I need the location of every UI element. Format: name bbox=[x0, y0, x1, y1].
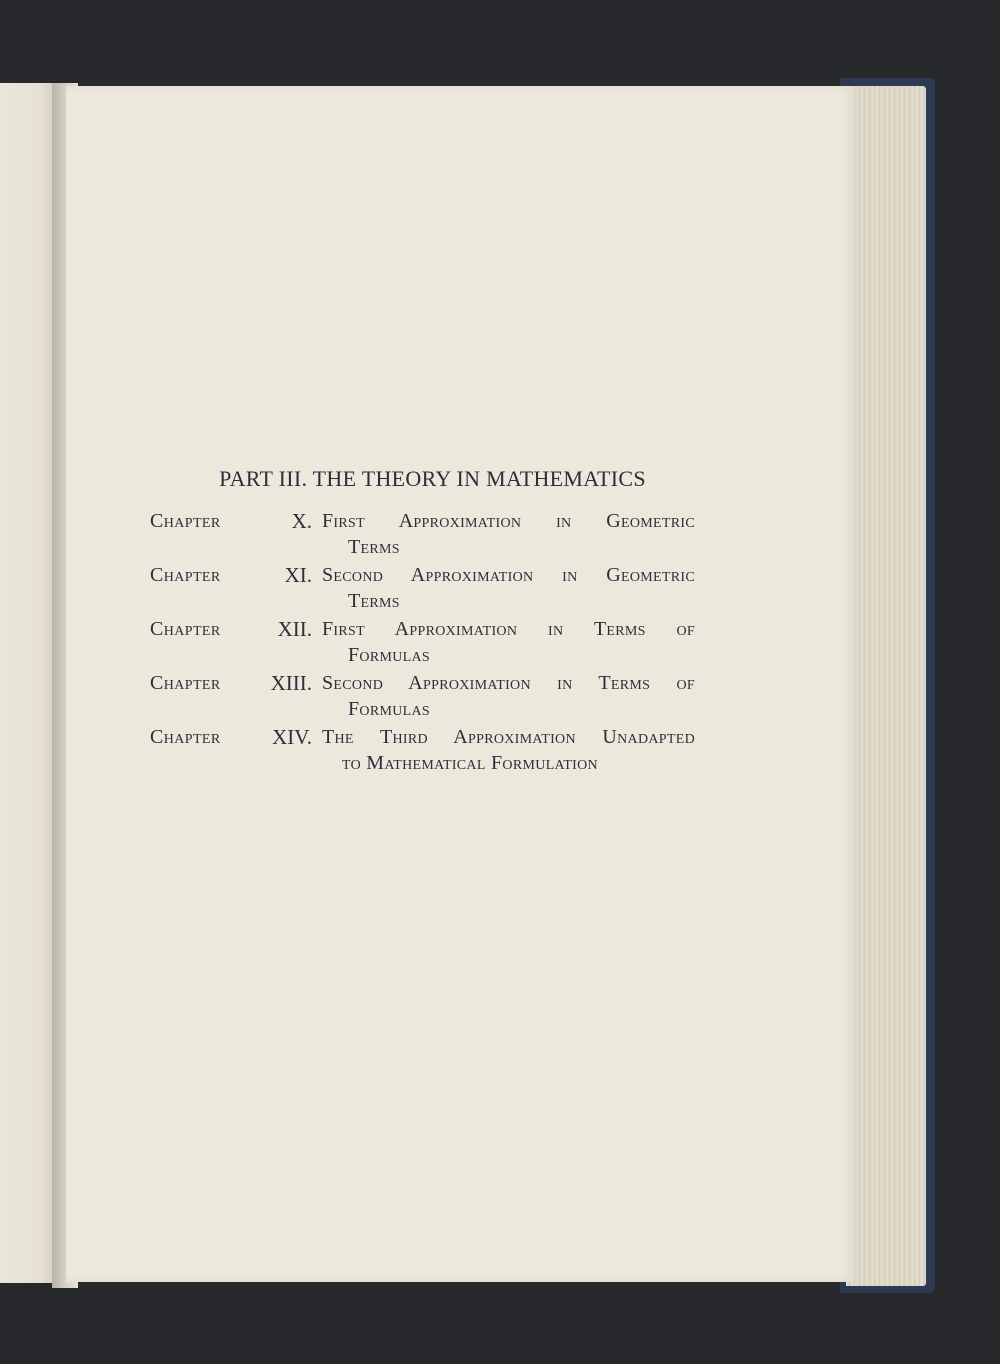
chapter-title-line2: Terms bbox=[348, 536, 400, 558]
chapter-entry bbox=[150, 724, 695, 776]
chapter-title bbox=[322, 562, 695, 614]
chapter-title-line1: Second Approximation in Geometric bbox=[322, 564, 695, 586]
chapter-number: XI. bbox=[284, 563, 312, 587]
chapter-number: XIII. bbox=[270, 671, 312, 695]
chapter-title-line2: Formulas bbox=[348, 698, 430, 720]
chapter-word: Chapter bbox=[150, 672, 221, 694]
chapter-title bbox=[322, 508, 695, 560]
chapter-number: XII. bbox=[277, 617, 312, 641]
chapter-title-line2: Terms bbox=[348, 590, 400, 612]
chapter-entry bbox=[150, 508, 695, 560]
chapter-entry bbox=[150, 562, 695, 614]
chapter-word: Chapter bbox=[150, 726, 221, 748]
part-title: PART III. THE THEORY IN MATHEMATICS bbox=[219, 466, 646, 491]
chapter-title bbox=[322, 670, 695, 722]
chapter-title-line2: Formulas bbox=[348, 644, 430, 666]
chapter-title-line1: First Approximation in Terms of bbox=[322, 618, 695, 640]
chapter-title-line1: First Approximation in Geometric bbox=[322, 510, 695, 532]
chapter-title-line1: Second Approximation in Terms of bbox=[322, 672, 695, 694]
table-of-contents bbox=[150, 466, 695, 778]
chapter-title bbox=[322, 724, 695, 776]
chapter-title-line2: to Mathematical Formulation bbox=[342, 752, 598, 774]
chapter-entry bbox=[150, 670, 695, 722]
chapter-title bbox=[322, 616, 695, 668]
page-edges bbox=[846, 86, 926, 1286]
chapter-word: Chapter bbox=[150, 510, 221, 532]
chapter-entry bbox=[150, 616, 695, 668]
chapter-word: Chapter bbox=[150, 618, 221, 640]
chapter-title-line1: The Third Approximation Unadapted bbox=[322, 726, 695, 748]
chapter-word: Chapter bbox=[150, 564, 221, 586]
chapter-number: X. bbox=[291, 509, 312, 533]
chapter-number: XIV. bbox=[272, 725, 312, 749]
left-page bbox=[0, 83, 58, 1283]
